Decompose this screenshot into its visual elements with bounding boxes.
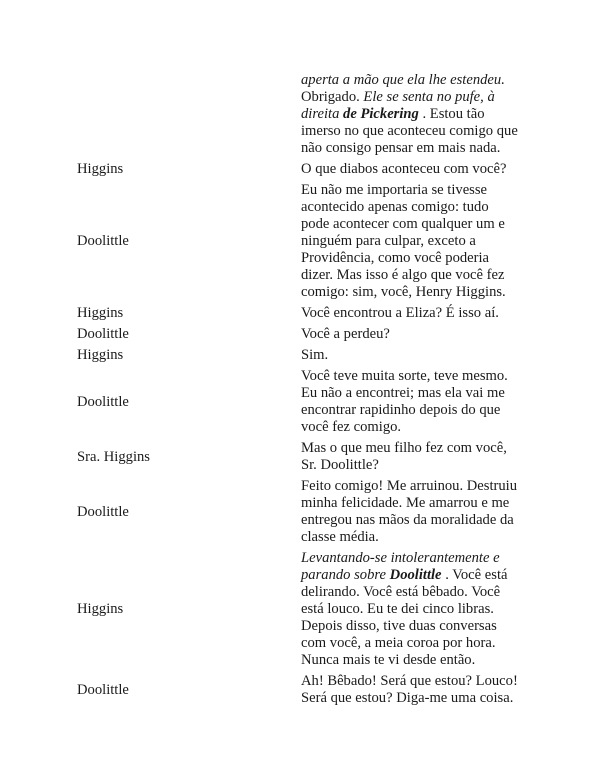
dialogue-text: Será que estou? Diga-me uma coisa. xyxy=(301,690,514,706)
dialogue-line xyxy=(301,419,531,436)
dialogue-line xyxy=(301,550,531,567)
dialogue-text: encontrar rapidinho depois do que xyxy=(301,402,501,418)
dialogue-row xyxy=(0,550,600,669)
dialogue-text: Você a perdeu? xyxy=(301,326,390,342)
dialogue-text: você fez comigo. xyxy=(301,419,402,435)
dialogue-line xyxy=(301,161,531,178)
dialogue-text: pode acontecer com qualquer um e xyxy=(301,216,505,232)
dialogue-line xyxy=(301,635,531,652)
dialogue-line xyxy=(301,284,531,301)
dialogue-text: acontecido apenas comigo: tudo xyxy=(301,199,489,215)
speaker-name: Sra. Higgins xyxy=(77,449,150,465)
dialogue-line xyxy=(301,89,531,106)
dialogue-line xyxy=(301,140,531,157)
stage-direction-text: aperta a mão que ela lhe estendeu. xyxy=(301,72,505,88)
dialogue-line xyxy=(301,216,531,233)
dialogue-row xyxy=(0,305,600,322)
dialogue-text: classe média. xyxy=(301,529,379,545)
dialogue-text: Feito comigo! Me arruinou. Destruiu xyxy=(301,478,518,494)
dialogue-line xyxy=(301,529,531,546)
dialogue-row xyxy=(0,347,600,364)
stage-direction-text: Ele se senta no pufe, à xyxy=(363,89,495,105)
dialogue-line xyxy=(301,72,531,89)
dialogue-line xyxy=(301,123,531,140)
speaker-name: Higgins xyxy=(77,305,124,321)
dialogue-row xyxy=(0,161,600,178)
stage-direction-text: de Pickering xyxy=(343,106,419,122)
dialogue-line xyxy=(301,182,531,199)
dialogue-line xyxy=(301,601,531,618)
dialogue-text: O que diabos aconteceu com você? xyxy=(301,161,507,177)
dialogue-text: Você encontrou a Eliza? É isso aí. xyxy=(301,305,499,321)
stage-direction-text: Doolittle xyxy=(389,567,442,583)
dialogue-line xyxy=(301,385,531,402)
dialogue-line xyxy=(301,457,531,474)
dialogue-text: Ah! Bêbado! Será que estou? Louco! xyxy=(301,673,518,689)
speaker-name: Doolittle xyxy=(77,682,129,698)
dialogue-text: Nunca mais te vi desde então. xyxy=(301,652,476,668)
dialogue-row xyxy=(0,673,600,707)
dialogue-text: dizer. Mas isso é algo que você fez xyxy=(301,267,505,283)
dialogue-row xyxy=(0,440,600,474)
dialogue-row xyxy=(0,72,600,157)
dialogue-text: comigo: sim, você, Henry Higgins. xyxy=(301,284,506,300)
dialogue-text: Providência, como você poderia xyxy=(301,250,490,266)
speaker-name: Doolittle xyxy=(77,504,129,520)
dialogue-text: está louco. Eu te dei cinco libras. xyxy=(301,601,494,617)
dialogue-text: não consigo pensar em mais nada. xyxy=(301,140,501,156)
dialogue-line xyxy=(301,567,531,584)
dialogue-text: . Estou tão xyxy=(418,106,485,122)
dialogue-text: imerso no que aconteceu comigo que xyxy=(301,123,518,139)
dialogue-text: Obrigado. xyxy=(301,89,364,105)
speaker-name: Doolittle xyxy=(77,394,129,410)
stage-direction-text: parando sobre xyxy=(301,567,390,583)
dialogue-text: minha felicidade. Me amarrou e me xyxy=(301,495,510,511)
dialogue-line xyxy=(301,250,531,267)
dialogue-line xyxy=(301,652,531,669)
dialogue-line xyxy=(301,440,531,457)
dialogue-line xyxy=(301,106,531,123)
dialogue-text: entregou nas mãos da moralidade da xyxy=(301,512,514,528)
dialogue-text: Eu não me importaria se tivesse xyxy=(301,182,488,198)
dialogue-line xyxy=(301,673,531,690)
dialogue-text: Você teve muita sorte, teve mesmo. xyxy=(301,368,508,384)
dialogue-row xyxy=(0,326,600,343)
dialogue-line xyxy=(301,512,531,529)
dialogue-line xyxy=(301,199,531,216)
dialogue-row xyxy=(0,478,600,546)
dialogue-text: ninguém para culpar, exceto a xyxy=(301,233,476,249)
dialogue-text: com você, a meia coroa por hora. xyxy=(301,635,496,651)
dialogue-row xyxy=(0,368,600,436)
dialogue-text: . Você está xyxy=(441,567,508,583)
dialogue-text: Mas o que meu filho fez com você, xyxy=(301,440,507,456)
dialogue-line xyxy=(301,618,531,635)
dialogue-line xyxy=(301,402,531,419)
stage-direction-text: direita xyxy=(301,106,344,122)
dialogue-line xyxy=(301,326,531,343)
dialogue-line xyxy=(301,495,531,512)
dialogue-text: Sim. xyxy=(301,347,329,363)
dialogue-line xyxy=(301,690,531,707)
dialogue-line xyxy=(301,267,531,284)
dialogue-line xyxy=(301,478,531,495)
speaker-name: Higgins xyxy=(77,161,124,177)
speaker-name: Higgins xyxy=(77,347,124,363)
dialogue-text: Sr. Doolittle? xyxy=(301,457,379,473)
speaker-name: Doolittle xyxy=(77,233,129,249)
speaker-name: Higgins xyxy=(77,601,124,617)
dialogue-line xyxy=(301,584,531,601)
stage-direction-text: Levantando-se intolerantemente e xyxy=(301,550,500,566)
dialogue-row xyxy=(0,182,600,301)
dialogue-line xyxy=(301,233,531,250)
speaker-name: Doolittle xyxy=(77,326,129,342)
dialogue-text: delirando. Você está bêbado. Você xyxy=(301,584,501,600)
dialogue-line xyxy=(301,368,531,385)
dialogue-text: Eu não a encontrei; mas ela vai me xyxy=(301,385,505,401)
dialogue-text: Depois disso, tive duas conversas xyxy=(301,618,497,634)
dialogue-line xyxy=(301,347,531,364)
dialogue-line xyxy=(301,305,531,322)
